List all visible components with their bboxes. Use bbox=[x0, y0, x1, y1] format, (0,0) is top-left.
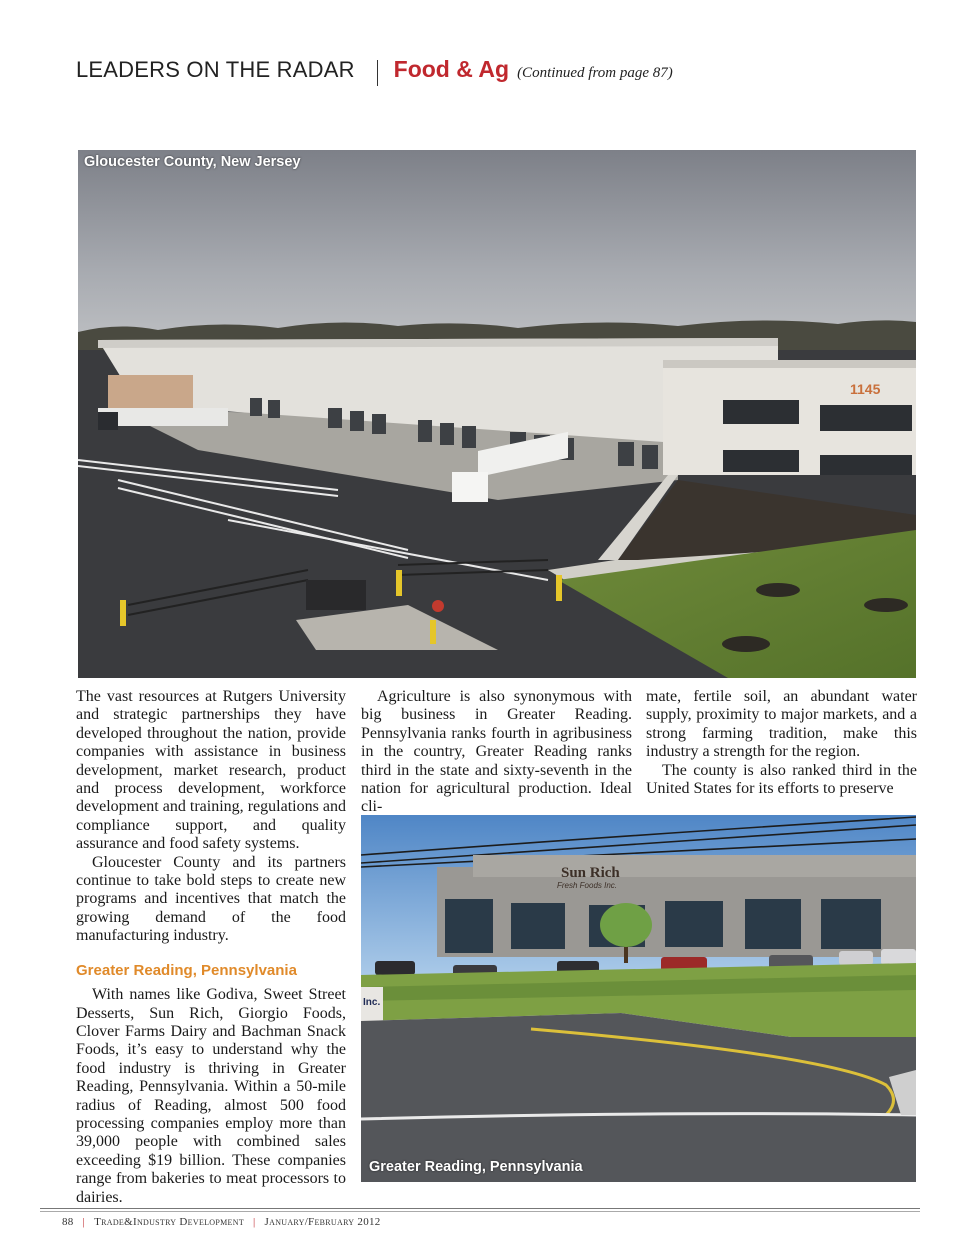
side-sign: Inc. bbox=[363, 997, 381, 1008]
page-header bbox=[76, 56, 673, 90]
sun-rich-subsign: Fresh Foods Inc. bbox=[557, 881, 618, 890]
building-number: 1145 bbox=[850, 381, 881, 397]
footer-separator: | bbox=[253, 1216, 256, 1228]
paragraph: Agriculture is also synonymous with big business in Greater Reading. Pennsylvania ranks fourth in agribusiness in the country, Greater Reading ranks third in the state and sixty-seventh in the nation for agricultural production. Ideal cli- bbox=[361, 688, 632, 816]
warehouse-photo bbox=[78, 150, 916, 678]
warehouse-illustration bbox=[78, 150, 916, 678]
text-column-1 bbox=[76, 688, 346, 1207]
issue-date: January/February 2012 bbox=[264, 1216, 381, 1228]
text-column-3 bbox=[646, 688, 917, 798]
footer-rule bbox=[40, 1211, 920, 1212]
publication-name: Trade&Industry Development bbox=[94, 1216, 245, 1228]
sun-rich-sign: Sun Rich bbox=[561, 865, 620, 881]
section-title: Food & Ag bbox=[393, 56, 510, 82]
text-column-2 bbox=[361, 688, 632, 817]
section-label: LEADERS ON THE RADAR bbox=[76, 57, 355, 82]
sunrich-photo bbox=[361, 815, 916, 1182]
subheading: Greater Reading, Pennsylvania bbox=[76, 961, 297, 979]
paragraph: The county is also ranked third in the United States for its efforts to preserve bbox=[646, 761, 917, 798]
footer-separator: | bbox=[82, 1216, 86, 1228]
paragraph: Gloucester County and its partners continue to take bold steps to create new programs and incentives that match the growing demand of the food manufacturing industry. bbox=[76, 853, 346, 945]
header-divider bbox=[377, 60, 378, 86]
continued-note: (Continued from page 87) bbox=[517, 65, 673, 81]
paragraph: With names like Godiva, Sweet Street Desserts, Sun Rich, Giorgio Foods, Clover Farms Dairy and Bachman Snack Foods, it’s easy to understand why the food industry is thriving in Greater Reading, Pennsylvania. Within a 50-mile radius of Reading, almost 500 food processing companies employ more than 39,000 people with combined sales exceeding $19 billion. These companies range from bakeries to meat processors to dairies. bbox=[76, 986, 346, 1206]
paragraph: The vast resources at Rutgers University and strategic partnerships they have developed throughout the nation, provide companies with assistance in business development, market research, product and process development, workforce development and training, regulations and compliance support, and quality assurance and food safety systems. bbox=[76, 688, 346, 853]
photo-caption: Gloucester County, New Jersey bbox=[84, 154, 301, 170]
photo-caption: Greater Reading, Pennsylvania bbox=[369, 1159, 583, 1175]
paragraph: mate, fertile soil, an abundant water supply, proximity to major markets, and a strong farming tradition, make this industry a strength for the region. bbox=[646, 688, 917, 761]
page-number: 88 bbox=[62, 1216, 74, 1228]
footer-rule bbox=[40, 1208, 920, 1209]
sunrich-illustration bbox=[361, 815, 916, 1182]
page-footer bbox=[62, 1216, 381, 1228]
